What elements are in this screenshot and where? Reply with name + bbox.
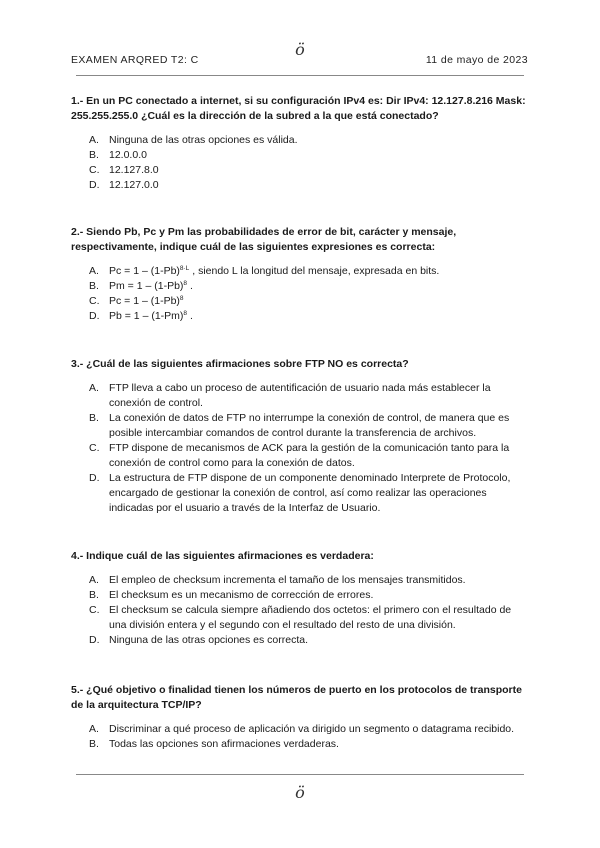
question-title: 3.- ¿Cuál de las siguientes afirmaciones sobre FTP NO es correcta? — [71, 358, 409, 370]
option-b — [71, 588, 531, 603]
option-text: El checksum se calcula siempre añadiendo dos octetos: el primero con el resultado de una división entera y el segundo con el resultado del resto de una división. — [109, 604, 512, 631]
option-letter: B. — [89, 738, 99, 750]
formula-suffix: , siendo L la longitud del mensaje, expresada en bits. — [189, 265, 440, 277]
option-a — [71, 264, 531, 279]
option-letter: C. — [89, 295, 100, 307]
options-list — [71, 381, 531, 516]
option-a — [71, 381, 531, 411]
option-formula — [109, 295, 184, 307]
option-text: Ninguna de las otras opciones es correcta. — [109, 634, 309, 646]
option-text: El checksum es un mecanismo de corrección de errores. — [109, 589, 374, 601]
question-title: 1.- En un PC conectado a internet, si su configuración IPv4 es: Dir IPv4: 12.127.8.216 Mask: 255.255.255.0 ¿Cuál es la dirección de la subred a la que está conectado? — [71, 95, 526, 122]
option-letter: A. — [89, 382, 99, 394]
option-formula — [109, 280, 193, 292]
option-b — [71, 148, 531, 163]
option-text: La conexión de datos de FTP no interrumpe la conexión de control, de manera que es posible intercambiar comandos de control durante la transferencia de archivos. — [109, 412, 510, 439]
option-a — [71, 573, 531, 588]
option-letter: C. — [89, 442, 100, 454]
formula-base: Pm = 1 – (1-Pb) — [109, 280, 184, 292]
footer-divider — [76, 774, 524, 775]
formula-suffix: . — [187, 310, 193, 322]
option-letter: B. — [89, 280, 99, 292]
option-d — [71, 309, 531, 324]
options-list — [71, 573, 531, 648]
option-d — [71, 471, 531, 516]
option-text: Discriminar a qué proceso de aplicación va dirigido un segmento o datagrama recibido. — [109, 723, 515, 735]
option-text: 12.127.8.0 — [109, 164, 159, 176]
footer-logo: ö — [295, 783, 305, 802]
formula-exponent: 8·L — [179, 265, 190, 272]
option-text: FTP dispone de mecanismos de ACK para la gestión de la comunicación tanto para la conexión de control como para la conexión de datos. — [109, 442, 510, 469]
question-3 — [71, 357, 531, 516]
option-letter: A. — [89, 265, 99, 277]
question-2 — [71, 225, 531, 324]
option-b — [71, 737, 531, 752]
option-c — [71, 163, 531, 178]
question-4 — [71, 549, 531, 648]
question-title: 5.- ¿Qué objetivo o finalidad tienen los números de puerto en los protocolos de transporte de la arquitectura TCP/IP? — [71, 684, 522, 711]
option-b — [71, 411, 531, 441]
option-text: FTP lleva a cabo un proceso de autentificación de usuario nada más establecer la conexión de control. — [109, 382, 491, 409]
option-letter: A. — [89, 134, 99, 146]
formula-suffix: . — [187, 280, 193, 292]
option-letter: D. — [89, 634, 100, 646]
option-text: La estructura de FTP dispone de un componente denominado Interprete de Protocolo, encargado de gestionar la conexión de control, así como realizar las operaciones indicadas por el usuario a través de la Interfaz de Usuario. — [109, 472, 511, 514]
options-list — [71, 722, 531, 752]
option-letter: B. — [89, 412, 99, 424]
option-letter: C. — [89, 164, 100, 176]
option-text: 12.127.0.0 — [109, 179, 159, 191]
option-text: El empleo de checksum incrementa el tamaño de los mensajes transmitidos. — [109, 574, 466, 586]
question-title: 4.- Indique cuál de las siguientes afirmaciones es verdadera: — [71, 550, 374, 562]
option-letter: D. — [89, 472, 100, 484]
question-5 — [71, 683, 531, 752]
option-c — [71, 294, 531, 309]
question-1 — [71, 94, 531, 193]
option-letter: A. — [89, 723, 99, 735]
option-d — [71, 178, 531, 193]
question-title: 2.- Siendo Pb, Pc y Pm las probabilidades de error de bit, carácter y mensaje, respectivamente, indique cuál de las siguientes expresiones es correcta: — [71, 226, 457, 253]
option-letter: D. — [89, 310, 100, 322]
header-logo: ö — [295, 40, 305, 59]
options-list — [71, 133, 531, 193]
header-divider — [76, 75, 524, 76]
options-list — [71, 264, 531, 324]
exam-date: 11 de mayo de 2023 — [425, 54, 528, 66]
option-b — [71, 279, 531, 294]
option-letter: A. — [89, 574, 99, 586]
option-c — [71, 603, 531, 633]
option-letter: B. — [89, 149, 99, 161]
option-a — [71, 722, 531, 737]
option-formula — [109, 310, 193, 322]
option-text: Todas las opciones son afirmaciones verdaderas. — [109, 738, 339, 750]
option-letter: B. — [89, 589, 99, 601]
formula-exponent: 8 — [183, 280, 188, 287]
formula-base: Pb = 1 – (1-Pm) — [109, 310, 184, 322]
option-formula — [109, 265, 439, 277]
option-letter: D. — [89, 179, 100, 191]
formula-exponent: 8 — [179, 295, 184, 302]
formula-exponent: 8 — [183, 310, 188, 317]
option-letter: C. — [89, 604, 100, 616]
option-a — [71, 133, 531, 148]
formula-base: Pc = 1 – (1-Pb) — [109, 265, 180, 277]
option-text: 12.0.0.0 — [109, 149, 147, 161]
option-text: Ninguna de las otras opciones es válida. — [109, 134, 298, 146]
option-d — [71, 633, 531, 648]
option-c — [71, 441, 531, 471]
exam-title: EXAMEN ARQRED T2: C — [71, 54, 199, 66]
formula-base: Pc = 1 – (1-Pb) — [109, 295, 180, 307]
